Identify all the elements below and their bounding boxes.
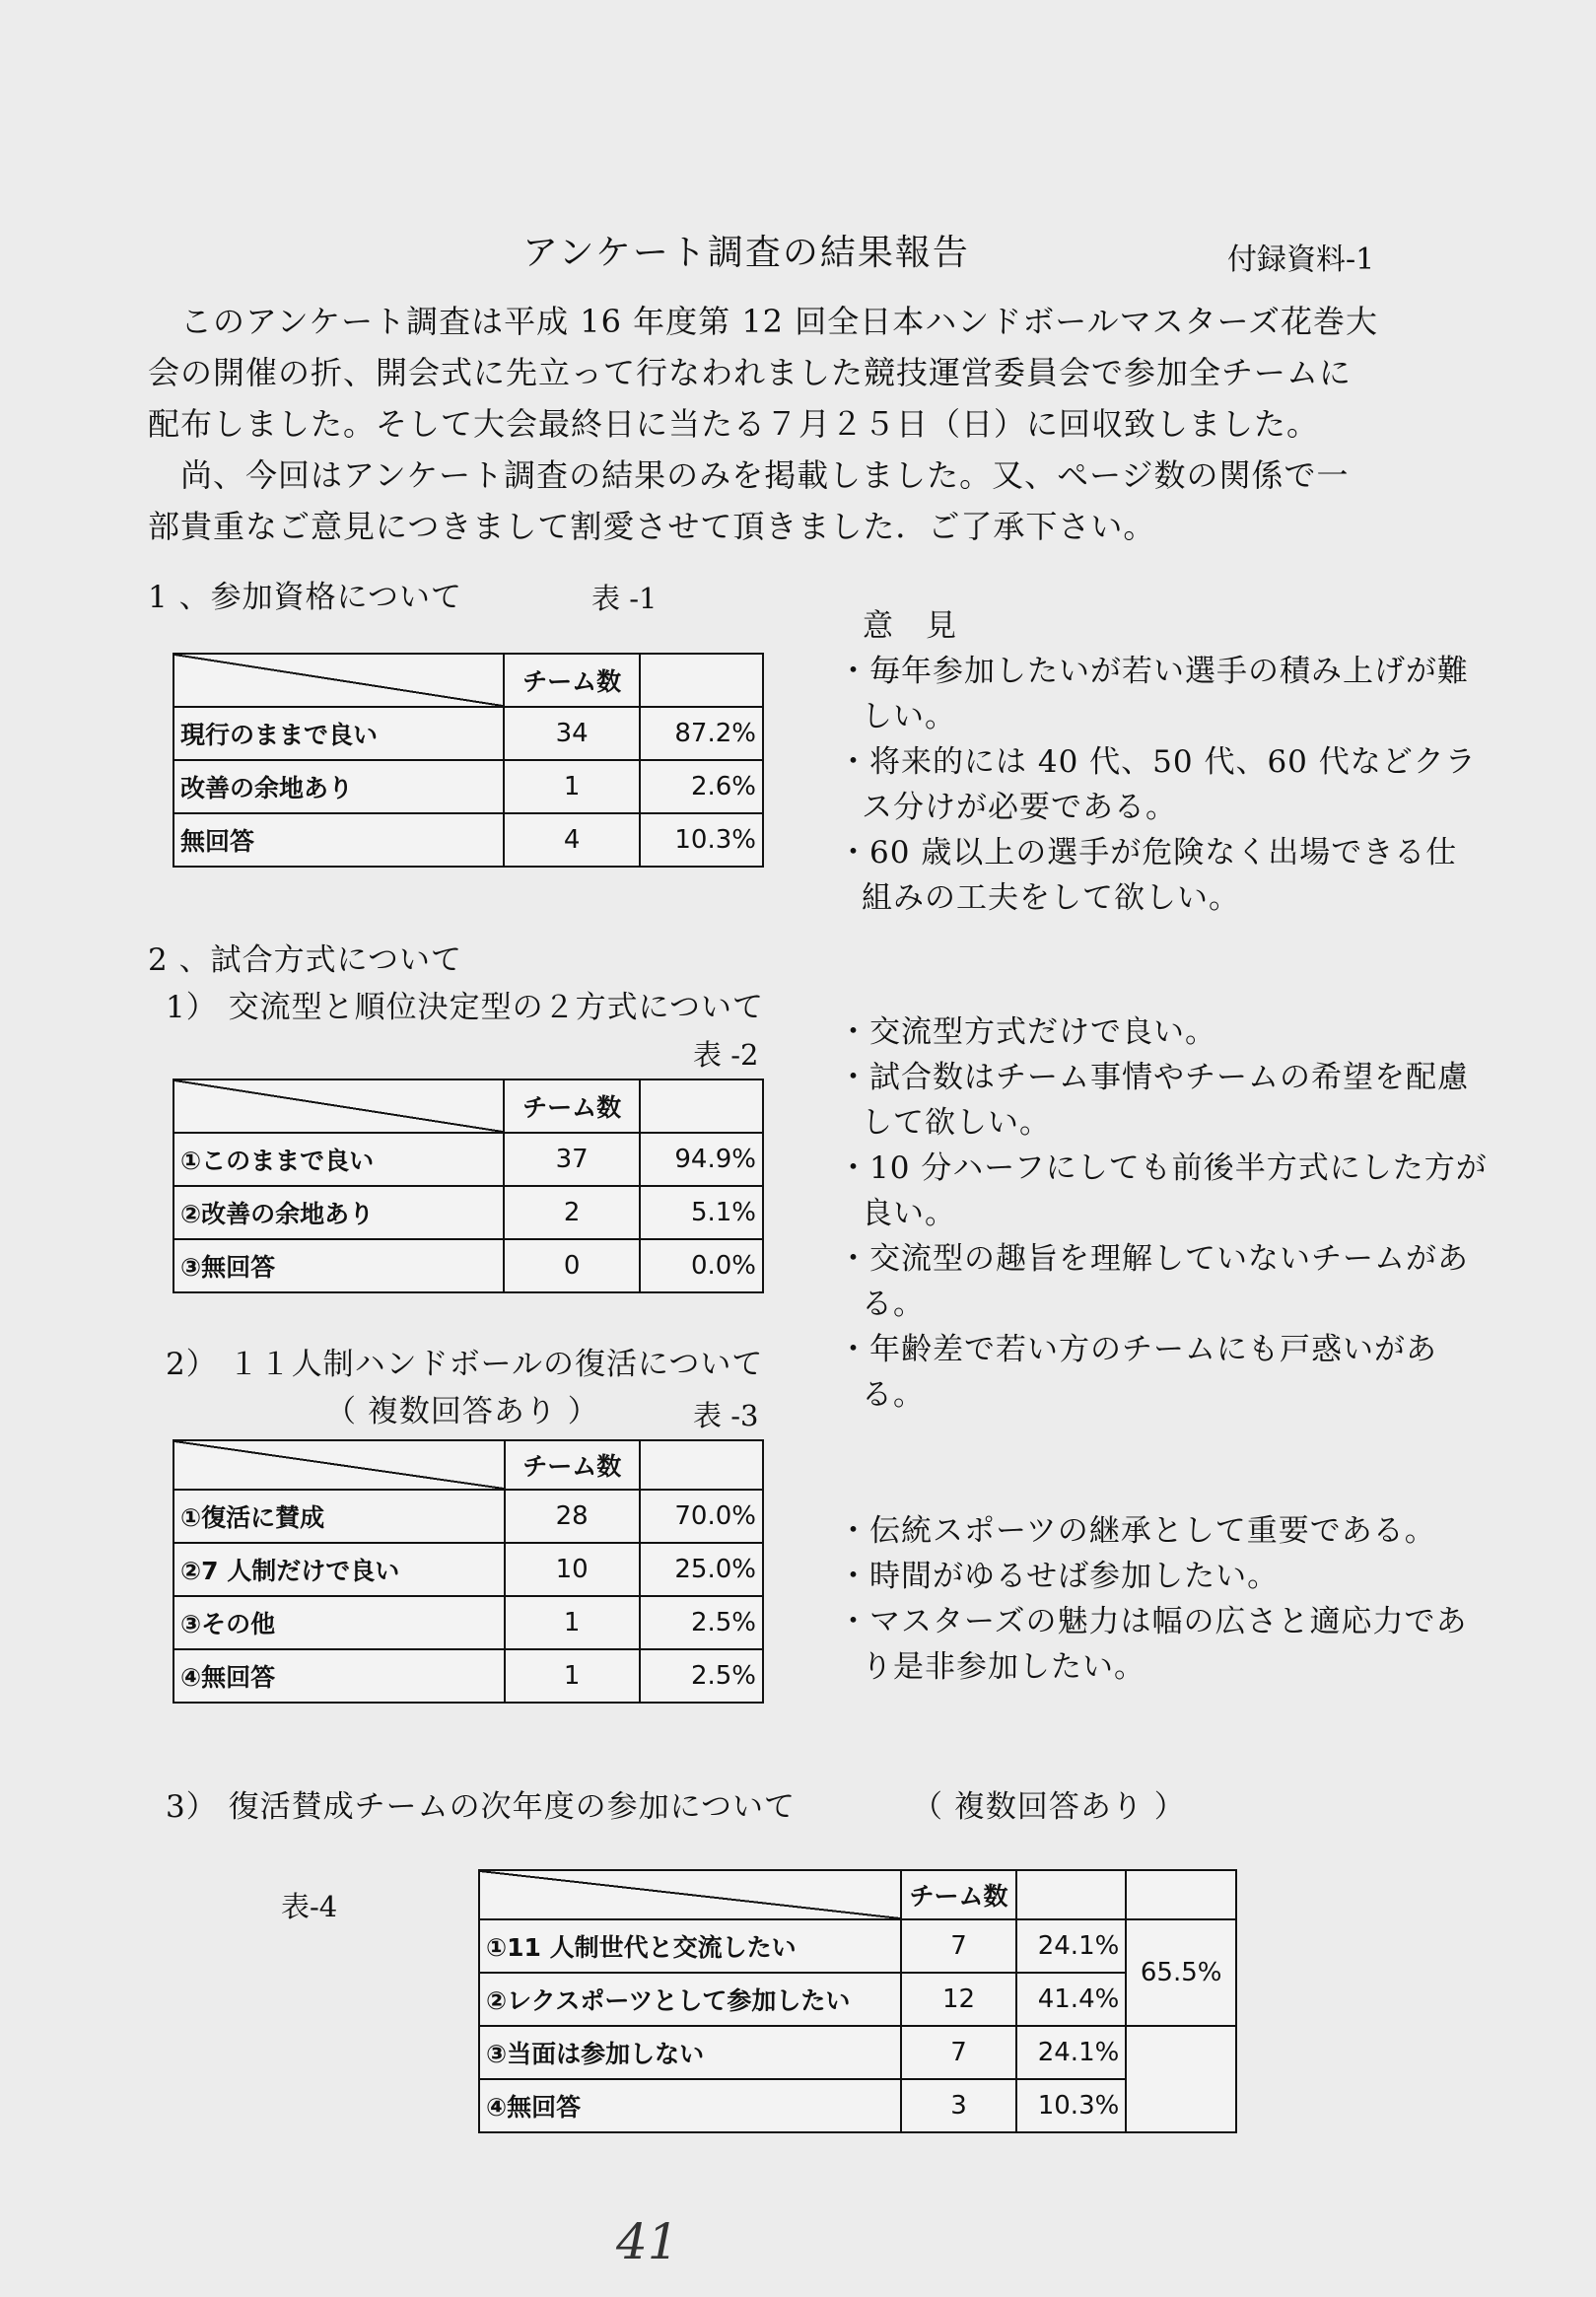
opinion-item: ・ 60 歳以上の選手が危険なく出場できる仕組みの工夫をして欲しい。 bbox=[838, 830, 1489, 921]
row-label: ③当面は参加しない bbox=[479, 2026, 901, 2079]
table2-label: 表 -2 bbox=[693, 1038, 759, 1072]
section2-sub2: 2） １１人制ハンドボールの復活について bbox=[166, 1347, 764, 1382]
combined-pct: 65.5% bbox=[1126, 1919, 1236, 2026]
row-label: ④無回答 bbox=[479, 2079, 901, 2132]
table-row bbox=[173, 1490, 763, 1543]
opinions-list-1 bbox=[838, 649, 1489, 921]
table-4 bbox=[478, 1869, 1237, 2133]
section1-heading: 1 、参加資格について bbox=[148, 580, 462, 615]
row-pct: 41.4% bbox=[1016, 1973, 1127, 2026]
row-label: ③無回答 bbox=[173, 1239, 504, 1292]
table4-label: 表-4 bbox=[281, 1890, 338, 1923]
row-count: 12 bbox=[901, 1973, 1015, 2026]
opinions-list-2 bbox=[838, 1009, 1489, 1418]
table-row bbox=[173, 760, 763, 813]
table-header: チーム数 bbox=[504, 1079, 639, 1133]
row-count: 34 bbox=[504, 707, 639, 760]
row-label: ③その他 bbox=[173, 1596, 505, 1649]
row-pct: 94.9% bbox=[640, 1133, 763, 1186]
row-label: ②改善の余地あり bbox=[173, 1186, 504, 1239]
intro-line: 会の開催の折、開会式に先立って行なわれました競技運営委員会で参加全チームに bbox=[148, 354, 1353, 391]
row-label: ①11 人制世代と交流したい bbox=[479, 1919, 901, 1973]
section2-sub2-note: （ 複数回答あり ） bbox=[325, 1394, 599, 1429]
row-pct: 87.2% bbox=[640, 707, 763, 760]
table-row bbox=[173, 1239, 763, 1292]
opinions-title: 意 見 bbox=[863, 608, 957, 644]
opinion-item: ・ 10 分ハーフにしても前後半方式にした方が良い。 bbox=[838, 1146, 1489, 1236]
section2-sub1: 1） 交流型と順位決定型の２方式について bbox=[166, 990, 764, 1025]
row-pct: 24.1% bbox=[1016, 2026, 1127, 2079]
row-label: 改善の余地あり bbox=[173, 760, 504, 813]
table-row bbox=[479, 2026, 1236, 2079]
row-pct: 2.5% bbox=[640, 1649, 763, 1703]
row-count: 37 bbox=[504, 1133, 639, 1186]
page-title: アンケート調査の結果報告 bbox=[522, 233, 970, 273]
table-2 bbox=[173, 1079, 764, 1293]
table-header-empty bbox=[1016, 1870, 1127, 1919]
opinion-item: ・ 将来的には 40 代、50 代、60 代などクラス分けが必要である。 bbox=[838, 739, 1489, 830]
row-count: 28 bbox=[505, 1490, 640, 1543]
row-count: 1 bbox=[505, 1649, 640, 1703]
table-row bbox=[479, 1919, 1236, 1973]
table-header: チーム数 bbox=[505, 1440, 640, 1490]
opinion-item: ・ 交流型方式だけで良い。 bbox=[838, 1009, 1489, 1055]
row-pct: 2.5% bbox=[640, 1596, 763, 1649]
row-label: ④無回答 bbox=[173, 1649, 505, 1703]
row-count: 1 bbox=[504, 760, 639, 813]
section2-heading: 2 、試合方式について bbox=[148, 942, 462, 978]
row-count: 7 bbox=[901, 1919, 1015, 1973]
row-label: ①復活に賛成 bbox=[173, 1490, 505, 1543]
table3-label: 表 -3 bbox=[693, 1399, 759, 1432]
table-header: チーム数 bbox=[504, 654, 639, 707]
table-header-empty bbox=[640, 1079, 763, 1133]
row-pct: 5.1% bbox=[640, 1186, 763, 1239]
row-count: 7 bbox=[901, 2026, 1015, 2079]
section2-sub3-note: （ 複数回答あり ） bbox=[912, 1789, 1186, 1825]
row-count: 10 bbox=[505, 1543, 640, 1596]
row-label: 無回答 bbox=[173, 813, 504, 867]
opinion-item: ・ 交流型の趣旨を理解していないチームがある。 bbox=[838, 1236, 1489, 1327]
diagonal-header-cell bbox=[173, 1079, 504, 1133]
row-pct: 70.0% bbox=[640, 1490, 763, 1543]
diagonal-header-cell bbox=[173, 654, 504, 707]
table-row bbox=[173, 1543, 763, 1596]
row-count: 2 bbox=[504, 1186, 639, 1239]
intro-line: 配布しました。そして大会最終日に当たる７月２５日（日）に回収致しました。 bbox=[148, 405, 1320, 443]
row-label: ②7 人制だけで良い bbox=[173, 1543, 505, 1596]
opinion-item: ・ 時間がゆるせば参加したい。 bbox=[838, 1554, 1489, 1599]
combined-empty bbox=[1126, 2026, 1236, 2132]
row-pct: 2.6% bbox=[640, 760, 763, 813]
opinion-item: ・ 毎年参加したいが若い選手の積み上げが難しい。 bbox=[838, 649, 1489, 739]
table-row bbox=[173, 813, 763, 867]
table-row bbox=[479, 2079, 1236, 2132]
table-row bbox=[173, 1133, 763, 1186]
appendix-label: 付録資料-1 bbox=[1227, 243, 1375, 277]
intro-paragraph bbox=[148, 296, 1378, 552]
intro-line: 部貴重なご意見につきまして割愛させて頂きました．ご了承下さい。 bbox=[148, 508, 1156, 545]
page-number: 41 bbox=[616, 2213, 679, 2270]
table-header-empty bbox=[640, 654, 763, 707]
table1-label: 表 -1 bbox=[591, 582, 658, 615]
opinion-item: ・ マスターズの魅力は幅の広さと適応力であり是非参加したい。 bbox=[838, 1599, 1489, 1690]
row-pct: 24.1% bbox=[1016, 1919, 1127, 1973]
table-1 bbox=[173, 653, 764, 868]
section2-sub3: 3） 復活賛成チームの次年度の参加について bbox=[166, 1789, 796, 1825]
row-label: ②レクスポーツとして参加したい bbox=[479, 1973, 901, 2026]
table-header-empty bbox=[1126, 1870, 1236, 1919]
row-count: 1 bbox=[505, 1596, 640, 1649]
opinion-item: ・ 年齢差で若い方のチームにも戸惑いがある。 bbox=[838, 1327, 1489, 1418]
table-3 bbox=[173, 1439, 764, 1704]
row-label: ①このままで良い bbox=[173, 1133, 504, 1186]
row-count: 3 bbox=[901, 2079, 1015, 2132]
row-pct: 25.0% bbox=[640, 1543, 763, 1596]
table-row bbox=[173, 707, 763, 760]
row-pct: 0.0% bbox=[640, 1239, 763, 1292]
table-row bbox=[173, 1186, 763, 1239]
row-pct: 10.3% bbox=[640, 813, 763, 867]
row-label: 現行のままで良い bbox=[173, 707, 504, 760]
opinion-item: ・ 試合数はチーム事情やチームの希望を配慮して欲しい。 bbox=[838, 1055, 1489, 1146]
opinion-item: ・ 伝統スポーツの継承として重要である。 bbox=[838, 1508, 1489, 1554]
row-count: 0 bbox=[504, 1239, 639, 1292]
opinions-list-3 bbox=[838, 1508, 1489, 1690]
table-header: チーム数 bbox=[901, 1870, 1015, 1919]
row-count: 4 bbox=[504, 813, 639, 867]
row-pct: 10.3% bbox=[1016, 2079, 1127, 2132]
table-header-empty bbox=[640, 1440, 763, 1490]
table-row bbox=[173, 1649, 763, 1703]
table-row bbox=[479, 1973, 1236, 2026]
intro-line: 尚、今回はアンケート調査の結果のみを掲載しました。又、ページ数の関係で一 bbox=[148, 456, 1350, 494]
diagonal-header-cell bbox=[479, 1870, 901, 1919]
diagonal-header-cell bbox=[173, 1440, 505, 1490]
table-row bbox=[173, 1596, 763, 1649]
intro-line: このアンケート調査は平成 16 年度第 12 回全日本ハンドボールマスターズ花巻大 bbox=[148, 303, 1378, 340]
